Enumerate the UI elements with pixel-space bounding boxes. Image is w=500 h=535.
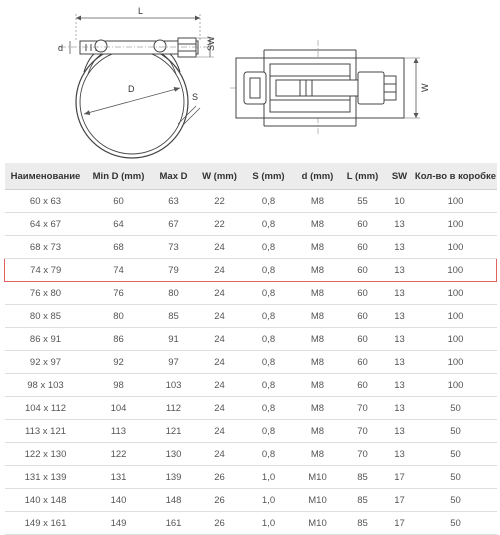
cell-sw: 13 (385, 305, 415, 328)
cell-w: 26 (197, 489, 243, 512)
cell-w: 24 (197, 374, 243, 397)
cell-s: 0,8 (243, 259, 295, 282)
cell-d: M8 (295, 236, 341, 259)
cell-name: 140 x 148 (5, 489, 87, 512)
cell-min-d: 113 (87, 420, 151, 443)
cell-d: M10 (295, 512, 341, 535)
cell-s: 1,0 (243, 512, 295, 535)
cell-sw: 13 (385, 420, 415, 443)
cell-qty: 100 (415, 374, 497, 397)
cell-sw: 10 (385, 190, 415, 213)
cell-sw: 17 (385, 512, 415, 535)
cell-sw: 13 (385, 397, 415, 420)
cell-max-d: 103 (151, 374, 197, 397)
cell-name: 76 x 80 (5, 282, 87, 305)
cell-min-d: 122 (87, 443, 151, 466)
cell-qty: 50 (415, 397, 497, 420)
cell-l: 60 (341, 374, 385, 397)
table-row (5, 328, 497, 351)
header-w: W (mm) (197, 163, 243, 190)
cell-s: 0,8 (243, 328, 295, 351)
header-max-d: Max D (151, 163, 197, 190)
cell-w: 26 (197, 512, 243, 535)
cell-max-d: 161 (151, 512, 197, 535)
cell-max-d: 148 (151, 489, 197, 512)
cell-name: 80 x 85 (5, 305, 87, 328)
table-row (5, 443, 497, 466)
cell-min-d: 80 (87, 305, 151, 328)
table-row (5, 213, 497, 236)
cell-name: 74 x 79 (5, 259, 87, 282)
cell-s: 0,8 (243, 213, 295, 236)
table-header-row (5, 163, 497, 190)
cell-w: 24 (197, 351, 243, 374)
cell-s: 0,8 (243, 351, 295, 374)
cell-d: M8 (295, 397, 341, 420)
cell-min-d: 68 (87, 236, 151, 259)
cell-s: 0,8 (243, 397, 295, 420)
cell-max-d: 80 (151, 282, 197, 305)
cell-sw: 13 (385, 351, 415, 374)
cell-qty: 50 (415, 512, 497, 535)
cell-max-d: 139 (151, 466, 197, 489)
table-row (5, 305, 497, 328)
cell-s: 1,0 (243, 466, 295, 489)
cell-qty: 100 (415, 351, 497, 374)
cell-qty: 50 (415, 466, 497, 489)
cell-s: 0,8 (243, 374, 295, 397)
cell-l: 60 (341, 213, 385, 236)
cell-d: M10 (295, 489, 341, 512)
cell-max-d: 130 (151, 443, 197, 466)
spec-table (4, 163, 497, 535)
cell-qty: 50 (415, 443, 497, 466)
cell-sw: 17 (385, 466, 415, 489)
table-row (5, 420, 497, 443)
cell-min-d: 64 (87, 213, 151, 236)
cell-l: 70 (341, 443, 385, 466)
cell-qty: 100 (415, 190, 497, 213)
cell-l: 60 (341, 282, 385, 305)
cell-min-d: 131 (87, 466, 151, 489)
header-qty: Кол-во в коробке (415, 163, 497, 190)
table-row (5, 489, 497, 512)
cell-s: 0,8 (243, 305, 295, 328)
cell-l: 60 (341, 328, 385, 351)
cell-name: 92 x 97 (5, 351, 87, 374)
cell-name: 113 x 121 (5, 420, 87, 443)
table-row (5, 466, 497, 489)
cell-min-d: 60 (87, 190, 151, 213)
header-name: Наименование (5, 163, 87, 190)
cell-min-d: 149 (87, 512, 151, 535)
cell-min-d: 74 (87, 259, 151, 282)
cell-qty: 100 (415, 213, 497, 236)
cell-w: 24 (197, 443, 243, 466)
clamp-top-view (230, 40, 420, 136)
cell-name: 68 x 73 (5, 236, 87, 259)
cell-d: M8 (295, 351, 341, 374)
table-row (5, 190, 497, 213)
cell-d: M8 (295, 328, 341, 351)
cell-w: 24 (197, 282, 243, 305)
cell-name: 64 x 67 (5, 213, 87, 236)
cell-min-d: 104 (87, 397, 151, 420)
cell-w: 24 (197, 259, 243, 282)
cell-w: 24 (197, 305, 243, 328)
cell-d: M8 (295, 213, 341, 236)
table-row (5, 512, 497, 535)
cell-l: 60 (341, 305, 385, 328)
header-d: d (mm) (295, 163, 341, 190)
cell-qty: 100 (415, 259, 497, 282)
cell-qty: 50 (415, 420, 497, 443)
cell-s: 0,8 (243, 443, 295, 466)
cell-w: 22 (197, 190, 243, 213)
table-row (5, 374, 497, 397)
clamp-front-view (60, 14, 214, 158)
cell-d: M8 (295, 305, 341, 328)
spec-table-body (5, 190, 497, 535)
cell-w: 24 (197, 328, 243, 351)
cell-min-d: 140 (87, 489, 151, 512)
cell-name: 122 x 130 (5, 443, 87, 466)
table-row (5, 282, 497, 305)
cell-d: M10 (295, 466, 341, 489)
cell-name: 98 x 103 (5, 374, 87, 397)
cell-sw: 13 (385, 213, 415, 236)
cell-max-d: 85 (151, 305, 197, 328)
label-d: d (58, 43, 64, 53)
cell-name: 131 x 139 (5, 466, 87, 489)
cell-s: 0,8 (243, 236, 295, 259)
cell-name: 86 x 91 (5, 328, 87, 351)
cell-s: 0,8 (243, 420, 295, 443)
table-row (5, 236, 497, 259)
cell-max-d: 79 (151, 259, 197, 282)
cell-sw: 13 (385, 443, 415, 466)
cell-max-d: 112 (151, 397, 197, 420)
cell-max-d: 91 (151, 328, 197, 351)
technical-drawing (0, 0, 500, 160)
cell-sw: 13 (385, 282, 415, 305)
label-D: D (128, 84, 135, 94)
cell-min-d: 92 (87, 351, 151, 374)
cell-sw: 13 (385, 374, 415, 397)
cell-sw: 13 (385, 259, 415, 282)
cell-d: M8 (295, 259, 341, 282)
cell-name: 60 x 63 (5, 190, 87, 213)
cell-max-d: 73 (151, 236, 197, 259)
cell-d: M8 (295, 282, 341, 305)
cell-l: 60 (341, 351, 385, 374)
cell-w: 24 (197, 397, 243, 420)
cell-qty: 100 (415, 328, 497, 351)
cell-max-d: 67 (151, 213, 197, 236)
cell-max-d: 63 (151, 190, 197, 213)
header-min-d: Min D (mm) (87, 163, 151, 190)
cell-s: 0,8 (243, 190, 295, 213)
cell-d: M8 (295, 374, 341, 397)
cell-name: 149 x 161 (5, 512, 87, 535)
table-row (5, 397, 497, 420)
cell-d: M8 (295, 443, 341, 466)
cell-l: 55 (341, 190, 385, 213)
cell-max-d: 121 (151, 420, 197, 443)
cell-l: 70 (341, 420, 385, 443)
table-row (5, 259, 497, 282)
cell-qty: 100 (415, 282, 497, 305)
cell-l: 60 (341, 259, 385, 282)
label-W: W (420, 83, 430, 92)
cell-min-d: 86 (87, 328, 151, 351)
cell-l: 85 (341, 466, 385, 489)
table-row (5, 351, 497, 374)
cell-d: M8 (295, 420, 341, 443)
cell-l: 60 (341, 236, 385, 259)
label-L: L (138, 6, 144, 16)
header-s: S (mm) (243, 163, 295, 190)
cell-max-d: 97 (151, 351, 197, 374)
cell-sw: 13 (385, 328, 415, 351)
cell-sw: 17 (385, 489, 415, 512)
cell-qty: 100 (415, 236, 497, 259)
cell-l: 85 (341, 512, 385, 535)
cell-s: 0,8 (243, 282, 295, 305)
cell-qty: 100 (415, 305, 497, 328)
header-sw: SW (385, 163, 415, 190)
cell-name: 104 x 112 (5, 397, 87, 420)
cell-w: 22 (197, 213, 243, 236)
cell-w: 26 (197, 466, 243, 489)
label-SW: SW (206, 36, 216, 51)
cell-l: 70 (341, 397, 385, 420)
cell-sw: 13 (385, 236, 415, 259)
cell-min-d: 98 (87, 374, 151, 397)
cell-d: M8 (295, 190, 341, 213)
cell-w: 24 (197, 420, 243, 443)
cell-w: 24 (197, 236, 243, 259)
label-S: S (192, 92, 199, 102)
cell-s: 1,0 (243, 489, 295, 512)
header-l: L (mm) (341, 163, 385, 190)
cell-min-d: 76 (87, 282, 151, 305)
cell-l: 85 (341, 489, 385, 512)
cell-qty: 50 (415, 489, 497, 512)
